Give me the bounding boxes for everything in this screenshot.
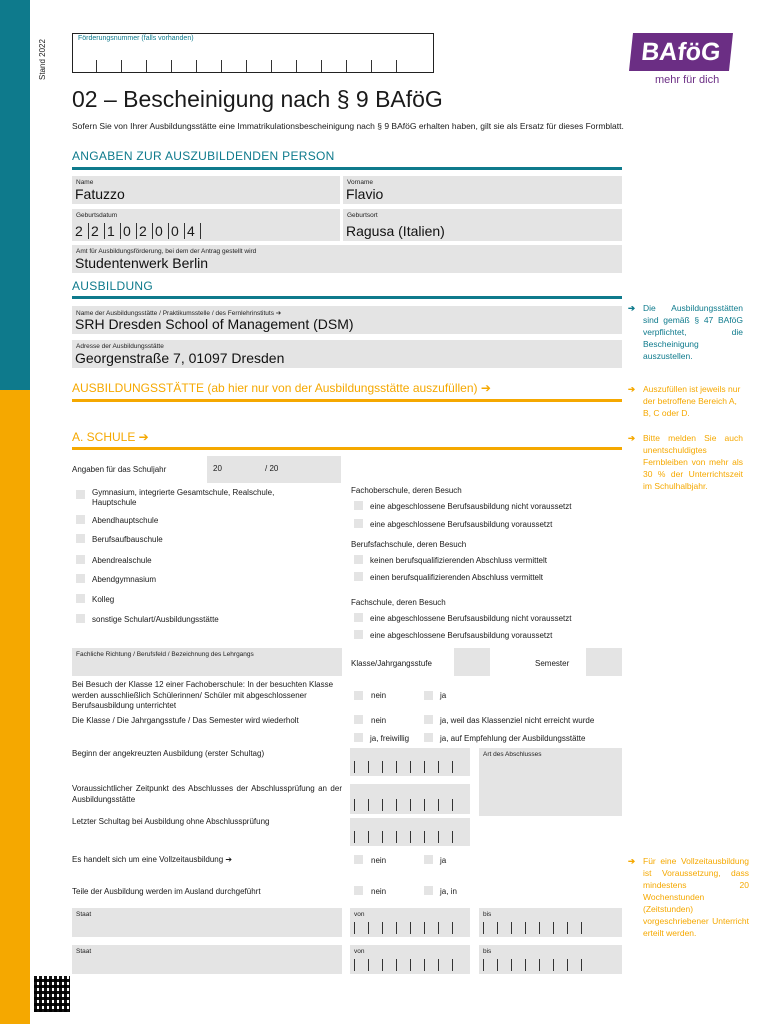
option-berufsaufbauschule: Berufsaufbauschule [92,535,163,544]
ausland-ja-in: ja, in [440,887,457,896]
option-abendhauptschule: Abendhauptschule [92,516,159,525]
beginn-label: Beginn der angekreuzten Ausbildung (erster Schultag) [72,749,265,758]
adresse-field[interactable] [72,340,622,368]
bis-label: bis [483,948,492,955]
klasse-field[interactable] [454,648,490,676]
section-title-schule: A. SCHULE ➔ [72,430,149,444]
intro-text: Sofern Sie von Ihrer Ausbildungsstätte eine Immatrikulationsbescheinigung nach § 9 BAföG erhalten haben, gilt sie als Ersatz für dieses Formblatt. [72,121,624,131]
adresse-value: Georgenstraße 7, 01097 Dresden [75,350,285,366]
letzter-label: Letzter Schultag bei Ausbildung ohne Abschlussprüfung [72,817,270,826]
section-title-ausbildungsstaette: AUSBILDUNGSSTÄTTE (ab hier nur von der Ausbildungsstätte auszufüllen) ➔ [72,381,491,395]
checkbox-kolleg[interactable] [76,594,85,603]
checkbox-fachober-1[interactable] [354,501,363,510]
checkbox-berufsfach-1[interactable] [354,555,363,564]
berufsfachschule-title: Berufsfachschule, deren Besuch [351,540,467,549]
sidebar-teal-bar [0,0,30,390]
section-rule [72,167,622,170]
section-rule-orange [72,447,622,450]
vollzeit-nein: nein [371,856,387,865]
klasse12-question: Bei Besuch der Klasse 12 einer Fachoberschule: In der besuchten Klasse werden ausschließlich Schülerinnen/ Schüler mit abgeschlossener Berufsausbildung unterrichtet [72,680,334,710]
date-digit: 2 [136,223,152,239]
checkbox-wiederholt-ja-weil[interactable] [424,715,433,724]
staat-label: Staat [76,911,92,918]
checkbox-fachschule-1[interactable] [354,613,363,622]
voraussichtlich-date-field[interactable] [350,784,470,814]
letzter-date-field[interactable] [350,818,470,846]
note-arrow-4: ➔ [628,856,636,866]
geburtsdatum-field[interactable] [72,209,340,241]
schuljahr-b: / 20 [265,464,279,473]
name-field[interactable] [72,176,340,204]
option-abendrealschule: Abendrealschule [92,556,152,565]
checkbox-wiederholt-nein[interactable] [354,715,363,724]
checkbox-ausland-nein[interactable] [354,886,363,895]
vorname-label: Vorname [347,179,374,186]
checkbox-vollzeit-nein[interactable] [354,855,363,864]
geburtsdatum-label: Geburtsdatum [76,212,118,219]
fachoberschule-title: Fachoberschule, deren Besuch [351,486,462,495]
amt-label: Amt für Ausbildungsförderung, bei dem der Antrag gestellt wird [76,248,257,255]
date-digit: 2 [88,223,104,239]
checkbox-abendrealschule[interactable] [76,555,85,564]
klasse12-nein: nein [371,691,387,700]
name-label: Name [76,179,94,186]
schuljahr-field[interactable] [207,456,341,483]
bis-label: bis [483,911,492,918]
geburtsort-value: Ragusa (Italien) [346,223,445,239]
option-sonstige: sonstige Schulart/Ausbildungsstätte [92,615,219,624]
staat-field-1[interactable] [72,908,342,937]
fachschule-title: Fachschule, deren Besuch [351,598,446,607]
von-label: von [354,948,365,955]
foerdernummer-label: Förderungsnummer (falls vorhanden) [78,35,194,42]
date-digit: 4 [184,223,201,239]
staette-label: Name der Ausbildungsstätte / Praktikumsstelle / des Fernlehrinstituts ➔ [76,310,282,317]
fachrichtung-label: Fachliche Richtung / Berufsfeld / Bezeichnung des Lehrgangs [76,651,254,658]
bafoeg-logo: BAföG [629,33,733,71]
schuljahr-a: 20 [213,464,222,473]
berufsfach-opt-2: einen berufsqualifizierenden Abschluss vermittelt [370,573,543,582]
option-abendgymnasium: Abendgymnasium [92,575,157,584]
berufsfach-opt-1: keinen berufsqualifizierenden Abschluss vermittelt [370,556,547,565]
klasse-label: Klasse/Jahrgangsstufe [351,659,432,668]
sidebar-orange-bar [0,390,30,1024]
logo-subtitle: mehr für dich [655,74,720,86]
section-title-ausbildung: AUSBILDUNG [72,279,154,293]
checkbox-klasse12-nein[interactable] [354,691,363,700]
option-gymnasium: Gymnasium, integrierte Gesamtschule, Realschule, Hauptschule [92,488,275,507]
ausland-label: Teile der Ausbildung werden im Ausland durchgeführt [72,887,261,896]
ausland-nein: nein [371,887,387,896]
amt-field[interactable] [72,245,622,273]
schuljahr-label: Angaben für das Schuljahr [72,465,167,474]
date-digit: 2 [75,223,83,239]
note-pflicht: Die Ausbildungsstätten sind gemäß § 47 BAföG verpflichtet, die Bescheinigung auszustellen. [643,303,743,361]
wiederholt-nein: nein [371,716,387,725]
fachschule-opt-2: eine abgeschlossene Berufsausbildung voraussetzt [370,631,553,640]
fachober-opt-2: eine abgeschlossene Berufsausbildung voraussetzt [370,520,553,529]
von-field-2[interactable] [350,945,470,974]
fachschule-opt-1: eine abgeschlossene Berufsausbildung nicht voraussetzt [370,614,572,623]
von-field-1[interactable] [350,908,470,937]
checkbox-sonstige[interactable] [76,614,85,623]
checkbox-ja-empfehlung[interactable] [424,733,433,742]
ja-empfehlung: ja, auf Empfehlung der Ausbildungsstätte [440,734,586,743]
ja-freiwillig: ja, freiwillig [370,734,410,743]
staette-value: SRH Dresden School of Management (DSM) [75,316,354,332]
amt-value: Studentenwerk Berlin [75,255,209,271]
geburtsort-field[interactable] [343,209,622,241]
section-rule [72,296,622,299]
bis-field-1[interactable] [479,908,622,937]
stand-label: Stand 2022 [38,39,47,80]
wiederholt-question: Die Klasse / Die Jahrgangsstufe / Das Semester wird wiederholt [72,716,299,725]
voraussichtlich-label: Voraussichtlicher Zeitpunkt des Abschlusses der Abschlussprüfung an der Ausbildungsstätte [72,784,342,804]
beginn-date-field[interactable] [350,748,470,776]
checkbox-klasse12-ja[interactable] [424,691,433,700]
fachrichtung-field[interactable] [72,648,342,676]
vollzeit-ja: ja [440,856,447,865]
art-abschluss-field[interactable] [479,748,622,816]
note-arrow-3: ➔ [628,433,636,443]
checkbox-fachober-2[interactable] [354,519,363,528]
section-rule-orange [72,399,622,402]
checkbox-abendhauptschule[interactable] [76,515,85,524]
vorname-field[interactable] [343,176,622,204]
wiederholt-ja-weil: ja, weil das Klassenziel nicht erreicht wurde [440,716,595,725]
checkbox-ja-freiwillig[interactable] [354,733,363,742]
von-label: von [354,911,365,918]
note-bereich: Auszufüllen ist jeweils nur der betroffene Bereich A, B, C oder D. [643,384,741,418]
checkbox-berufsfach-2[interactable] [354,572,363,581]
art-abschluss-label: Art des Abschlusses [483,751,542,758]
fachober-opt-1: eine abgeschlossene Berufsausbildung nicht voraussetzt [370,502,572,511]
checkbox-vollzeit-ja[interactable] [424,855,433,864]
semester-label: Semester [535,659,570,668]
staat-label: Staat [76,948,92,955]
checkbox-ausland-ja[interactable] [424,886,433,895]
vorname-value: Flavio [346,186,384,202]
section-title-person: ANGABEN ZUR AUSZUBILDENDEN PERSON [72,149,335,163]
option-kolleg: Kolleg [92,595,115,604]
checkbox-gymnasium[interactable] [76,490,85,499]
klasse12-ja: ja [440,691,447,700]
date-digit: 0 [120,223,136,239]
vollzeit-label: Es handelt sich um eine Vollzeitausbildung ➔ [72,855,233,864]
checkbox-abendgymnasium[interactable] [76,574,85,583]
staat-field-2[interactable] [72,945,342,974]
adresse-label: Adresse der Ausbildungsstätte [76,343,164,350]
checkbox-berufsaufbauschule[interactable] [76,534,85,543]
note-arrow-2: ➔ [628,384,636,394]
name-value: Fatuzzo [75,186,125,202]
staette-field[interactable] [72,306,622,334]
date-digit: 0 [152,223,168,239]
qr-code [34,976,70,1012]
bis-field-2[interactable] [479,945,622,974]
date-digit: 1 [104,223,120,239]
note-arrow-1: ➔ [628,303,636,313]
date-digit: 0 [168,223,184,239]
page-title: 02 – Bescheinigung nach § 9 BAföG [72,86,443,112]
geburtsort-label: Geburtsort [347,212,378,219]
note-fernbleiben: Bitte melden Sie auch unentschuldigtes Fernbleiben von mehr als 30 % der Unterrichtszeit im Schulhalbjahr. [643,433,743,491]
semester-field[interactable] [586,648,622,676]
note-vollzeit: Für eine Vollzeitausbildung ist Voraussetzung, dass mindestens 20 Wochenstunden (Zeitstunden) vorgeschriebener Unterricht erteilt werden. [643,856,749,938]
checkbox-fachschule-2[interactable] [354,630,363,639]
